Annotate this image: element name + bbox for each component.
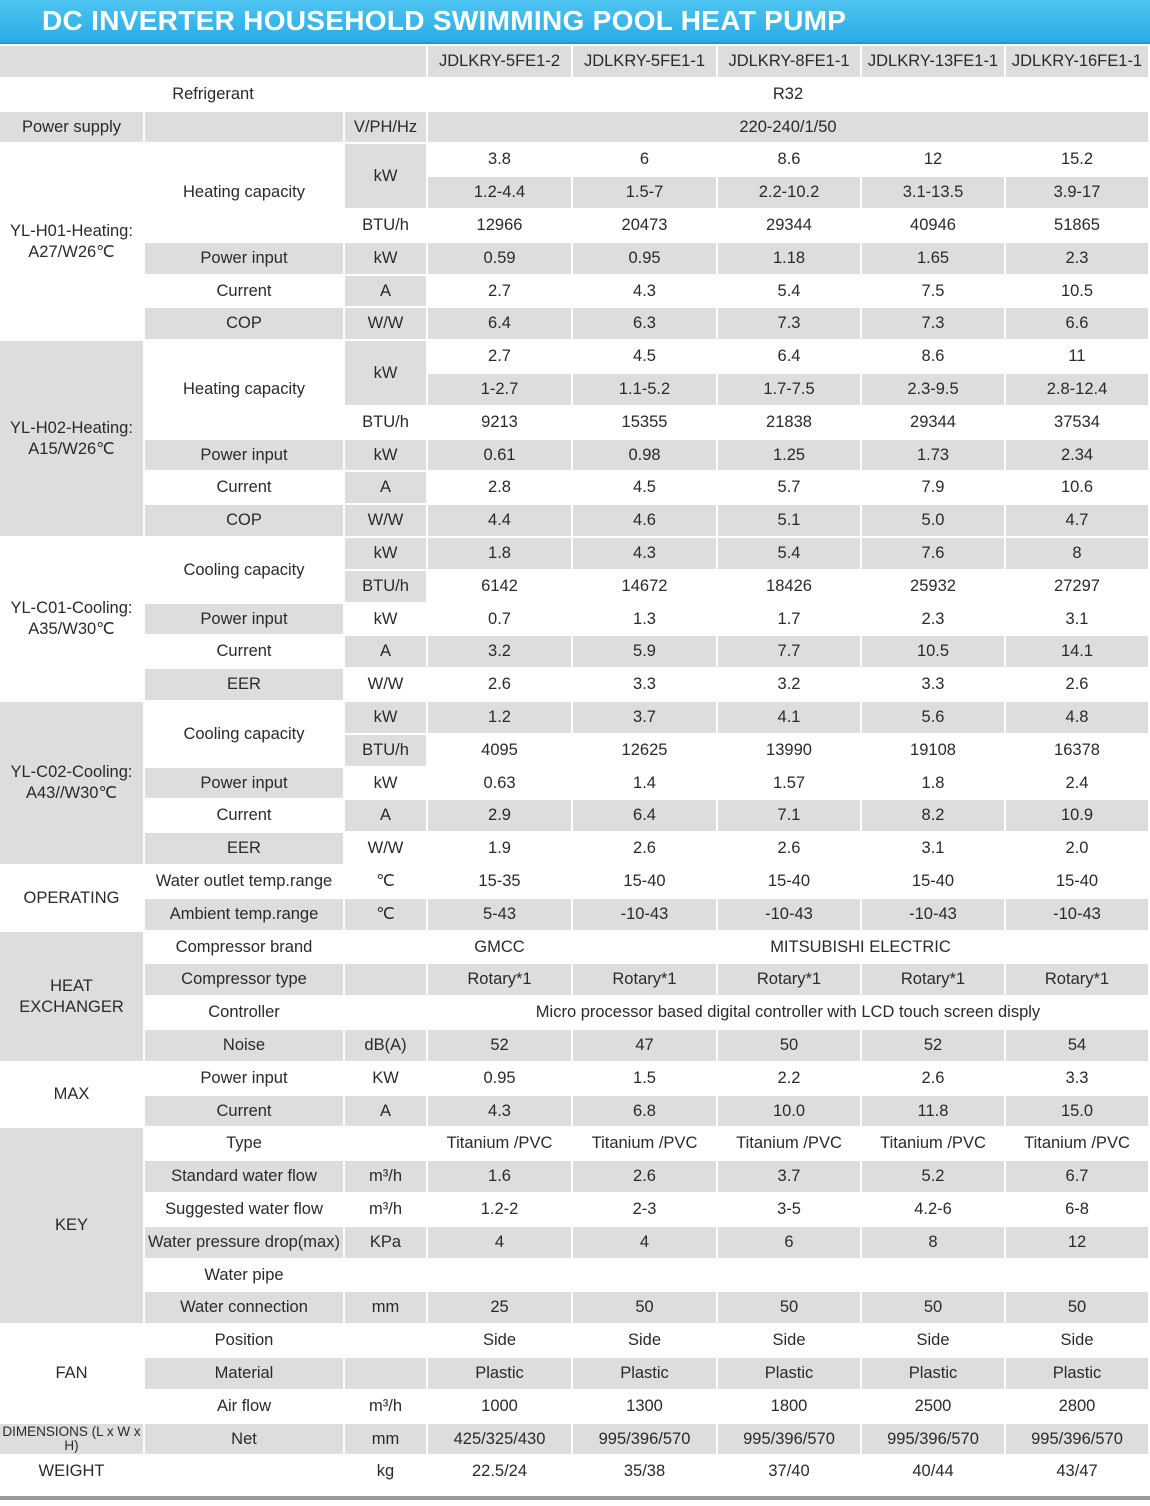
value-cell: -10-43 [573, 899, 716, 930]
value-cell: 2.6 [862, 1063, 1004, 1094]
value-cell: 47 [573, 1030, 716, 1061]
unit-cell: BTU/h [345, 571, 426, 602]
value-cell: 3.3 [1006, 1063, 1148, 1094]
standard-flow-label: Standard water flow [145, 1161, 343, 1192]
value-cell: 2.3 [862, 604, 1004, 634]
value-cell: Plastic [573, 1358, 716, 1389]
value-cell: 4.5 [573, 341, 716, 372]
value-cell: 15-40 [573, 866, 716, 897]
value-cell: 15-35 [428, 866, 571, 897]
suggested-flow-label: Suggested water flow [145, 1194, 343, 1225]
heat-exchanger-group: HEAT EXCHANGER [0, 932, 143, 1061]
max-power-label: Power input [145, 1063, 343, 1094]
value-cell: 8 [1006, 538, 1148, 569]
value-cell: 6.7 [1006, 1161, 1148, 1192]
unit-cell: W/W [345, 505, 426, 536]
bottom-divider [0, 1496, 1150, 1500]
unit-cell: W/W [345, 833, 426, 864]
unit-blank [345, 964, 426, 995]
eer-label: EER [145, 669, 343, 700]
value-cell: 995/396/570 [862, 1424, 1004, 1454]
value-cell: 8.6 [862, 341, 1004, 372]
current-label: Current [145, 472, 343, 503]
value-cell: 995/396/570 [573, 1424, 716, 1454]
value-cell: 2500 [862, 1391, 1004, 1422]
value-cell: 27297 [1006, 571, 1148, 602]
value-cell: 7.6 [862, 538, 1004, 569]
value-cell: 1.73 [862, 440, 1004, 470]
value-cell: 4 [428, 1227, 571, 1258]
value-cell: 2.4 [1006, 768, 1148, 798]
water-connection-label: Water connection [145, 1292, 343, 1323]
value-cell: 8.6 [718, 144, 860, 175]
value-cell: 1800 [718, 1391, 860, 1422]
value-cell: 2.6 [428, 669, 571, 700]
value-cell: 1.5 [573, 1063, 716, 1094]
value-cell: 2.3 [1006, 243, 1148, 274]
value-cell: 0.95 [573, 243, 716, 274]
operating-group: OPERATING [0, 866, 143, 930]
model-header: JDLKRY-8FE1-1 [718, 46, 860, 77]
value-cell: 25 [428, 1292, 571, 1323]
unit-cell: BTU/h [345, 735, 426, 766]
value-cell: Titanium /PVC [428, 1128, 571, 1159]
condition-group: YL-C01-Cooling: A35/W30℃ [0, 538, 143, 700]
value-cell: 4 [573, 1227, 716, 1258]
value-cell: Rotary*1 [573, 964, 716, 995]
value-cell: 6-8 [1006, 1194, 1148, 1225]
value-cell: 10.6 [1006, 472, 1148, 503]
position-label: Position [145, 1325, 343, 1356]
value-cell: 2800 [1006, 1391, 1148, 1422]
value-cell: 4.2-6 [862, 1194, 1004, 1225]
value-cell: Rotary*1 [428, 964, 571, 995]
value-cell: 50 [718, 1292, 860, 1323]
value-cell: 15-40 [718, 866, 860, 897]
power-supply-blank [145, 112, 343, 142]
cooling-capacity-label: Cooling capacity [145, 538, 343, 602]
condition-group: YL-H01-Heating: A27/W26℃ [0, 144, 143, 339]
value-cell: 1.2-4.4 [428, 177, 571, 208]
unit-cell: A [345, 1096, 426, 1126]
value-cell: 1.7 [718, 604, 860, 634]
value-cell: 15-40 [1006, 866, 1148, 897]
value-cell: 1.57 [718, 768, 860, 798]
value-cell: 1.8 [862, 768, 1004, 798]
unit-cell: kW [345, 538, 426, 569]
value-cell: 1.1-5.2 [573, 374, 716, 405]
unit-cell: A [345, 472, 426, 503]
power-input-label: Power input [145, 243, 343, 274]
value-cell: 6.4 [428, 308, 571, 339]
value-cell: 5.0 [862, 505, 1004, 536]
value-cell: 1.4 [573, 768, 716, 798]
value-cell: 11.8 [862, 1096, 1004, 1126]
value-cell: 1.9 [428, 833, 571, 864]
value-cell: 14.1 [1006, 636, 1148, 667]
value-cell: 1.25 [718, 440, 860, 470]
value-cell: Plastic [428, 1358, 571, 1389]
value-cell: 4095 [428, 735, 571, 766]
value-cell: 2.8 [428, 472, 571, 503]
value-cell: 37/40 [718, 1456, 860, 1487]
value-cell: 12625 [573, 735, 716, 766]
value-cell: Side [428, 1325, 571, 1356]
water-pipe-blank [345, 1260, 1148, 1290]
value-cell: 7.3 [862, 308, 1004, 339]
value-cell: 7.3 [718, 308, 860, 339]
value-cell: 0.98 [573, 440, 716, 470]
value-cell: Rotary*1 [718, 964, 860, 995]
unit-cell: A [345, 636, 426, 667]
value-cell: 2-3 [573, 1194, 716, 1225]
value-cell: 7.7 [718, 636, 860, 667]
value-cell: 3.9-17 [1006, 177, 1148, 208]
unit-cell: BTU/h [345, 407, 426, 438]
value-cell: 7.5 [862, 276, 1004, 306]
value-cell: 50 [573, 1292, 716, 1323]
value-cell: 54 [1006, 1030, 1148, 1061]
value-cell: 6 [718, 1227, 860, 1258]
value-cell: 11 [1006, 341, 1148, 372]
unit-cell: kg [345, 1456, 426, 1487]
value-cell: 12966 [428, 210, 571, 241]
value-cell: 3.7 [573, 702, 716, 733]
current-label: Current [145, 636, 343, 667]
value-cell: 1.18 [718, 243, 860, 274]
unit-cell: mm [345, 1292, 426, 1323]
key-group: KEY [0, 1128, 143, 1323]
unit-blank [345, 1325, 426, 1356]
value-cell: Plastic [718, 1358, 860, 1389]
value-cell: 3.2 [718, 669, 860, 700]
value-cell: 3.8 [428, 144, 571, 175]
value-cell: 10.5 [862, 636, 1004, 667]
value-cell: 2.3-9.5 [862, 374, 1004, 405]
water-outlet-label: Water outlet temp.range [145, 866, 343, 897]
value-cell: 51865 [1006, 210, 1148, 241]
unit-cell: kW [345, 144, 426, 208]
value-cell: 4.1 [718, 702, 860, 733]
value-cell: 10.9 [1006, 800, 1148, 831]
value-cell: Titanium /PVC [718, 1128, 860, 1159]
material-label: Material [145, 1358, 343, 1389]
value-cell: 425/325/430 [428, 1424, 571, 1454]
unit-cell: kW [345, 768, 426, 798]
power-supply-unit: V/PH/Hz [345, 112, 426, 142]
value-cell: 35/38 [573, 1456, 716, 1487]
value-cell: 3.2 [428, 636, 571, 667]
value-cell: 2.0 [1006, 833, 1148, 864]
fan-group: FAN [0, 1325, 143, 1422]
value-cell: Side [718, 1325, 860, 1356]
unit-cell: m³/h [345, 1391, 426, 1422]
value-cell: 6.4 [718, 341, 860, 372]
max-current-label: Current [145, 1096, 343, 1126]
value-cell: 7.1 [718, 800, 860, 831]
value-cell: 6.8 [573, 1096, 716, 1126]
compressor-brand-label: Compressor brand [145, 932, 343, 962]
value-cell: 40/44 [862, 1456, 1004, 1487]
water-pipe-label: Water pipe [145, 1260, 343, 1290]
unit-blank [345, 997, 426, 1028]
controller-label: Controller [145, 997, 343, 1028]
type-label: Type [145, 1128, 343, 1159]
value-cell: 4.6 [573, 505, 716, 536]
unit-cell: KW [345, 1063, 426, 1094]
value-cell: 2.7 [428, 341, 571, 372]
value-cell: Titanium /PVC [862, 1128, 1004, 1159]
controller-value: Micro processor based digital controller with LCD touch screen disply [428, 997, 1148, 1028]
value-cell: 5.4 [718, 276, 860, 306]
unit-cell: m³/h [345, 1194, 426, 1225]
power-input-label: Power input [145, 768, 343, 798]
dimensions-group: DIMENSIONS (L x W x H) [0, 1424, 143, 1454]
value-cell: Rotary*1 [1006, 964, 1148, 995]
value-cell: 52 [428, 1030, 571, 1061]
value-cell: 15355 [573, 407, 716, 438]
value-cell: 40946 [862, 210, 1004, 241]
unit-cell: A [345, 276, 426, 306]
value-cell: 37534 [1006, 407, 1148, 438]
value-cell: 1.65 [862, 243, 1004, 274]
unit-cell: ℃ [345, 899, 426, 930]
heating-capacity-label: Heating capacity [145, 341, 343, 438]
eer-label: EER [145, 833, 343, 864]
value-cell: 7.9 [862, 472, 1004, 503]
max-group: MAX [0, 1063, 143, 1126]
value-cell: 14672 [573, 571, 716, 602]
value-cell: 1.5-7 [573, 177, 716, 208]
value-cell: 1.6 [428, 1161, 571, 1192]
value-cell: 3.1 [862, 833, 1004, 864]
cooling-capacity-label: Cooling capacity [145, 702, 343, 766]
value-cell: 6.4 [573, 800, 716, 831]
power-input-label: Power input [145, 604, 343, 634]
value-cell: 10.0 [718, 1096, 860, 1126]
value-cell: 0.63 [428, 768, 571, 798]
compressor-brand-value: MITSUBISHI ELECTRIC [573, 932, 1148, 962]
value-cell: 0.7 [428, 604, 571, 634]
value-cell: 8 [862, 1227, 1004, 1258]
value-cell: 3-5 [718, 1194, 860, 1225]
value-cell: -10-43 [1006, 899, 1148, 930]
value-cell: Plastic [1006, 1358, 1148, 1389]
value-cell: 3.3 [862, 669, 1004, 700]
condition-group: YL-C02-Cooling: A43//W30℃ [0, 702, 143, 864]
value-cell: 1000 [428, 1391, 571, 1422]
value-cell: -10-43 [862, 899, 1004, 930]
unit-cell: m³/h [345, 1161, 426, 1192]
power-supply-value: 220-240/1/50 [428, 112, 1148, 142]
value-cell: 4.3 [428, 1096, 571, 1126]
value-cell: 2.6 [573, 1161, 716, 1192]
value-cell: 0.61 [428, 440, 571, 470]
value-cell: Titanium /PVC [573, 1128, 716, 1159]
value-cell: 5.2 [862, 1161, 1004, 1192]
refrigerant-value: R32 [428, 79, 1148, 110]
value-cell: 3.1-13.5 [862, 177, 1004, 208]
value-cell: Titanium /PVC [1006, 1128, 1148, 1159]
value-cell: 12 [1006, 1227, 1148, 1258]
value-cell: 22.5/24 [428, 1456, 571, 1487]
value-cell: 29344 [862, 407, 1004, 438]
pressure-drop-label: Water pressure drop(max) [145, 1227, 343, 1258]
unit-cell: kW [345, 604, 426, 634]
value-cell: 2.2-10.2 [718, 177, 860, 208]
value-cell: 50 [862, 1292, 1004, 1323]
compressor-brand-value: GMCC [428, 932, 571, 962]
unit-cell: A [345, 800, 426, 831]
value-cell: 1.3 [573, 604, 716, 634]
value-cell: 4.4 [428, 505, 571, 536]
refrigerant-label: Refrigerant [0, 79, 426, 110]
unit-blank [345, 1128, 426, 1159]
value-cell: 1300 [573, 1391, 716, 1422]
unit-blank [345, 932, 426, 962]
heating-capacity-label: Heating capacity [145, 144, 343, 241]
value-cell: 2.2 [718, 1063, 860, 1094]
value-cell: Side [862, 1325, 1004, 1356]
value-cell: 8.2 [862, 800, 1004, 831]
model-header: JDLKRY-16FE1-1 [1006, 46, 1148, 77]
value-cell: 5.7 [718, 472, 860, 503]
unit-cell: W/W [345, 308, 426, 339]
unit-cell: kW [345, 341, 426, 405]
value-cell: 4.8 [1006, 702, 1148, 733]
cop-label: COP [145, 308, 343, 339]
value-cell: 2.7 [428, 276, 571, 306]
value-cell: 6 [573, 144, 716, 175]
value-cell: 2.8-12.4 [1006, 374, 1148, 405]
unit-cell: kW [345, 440, 426, 470]
page-title: DC INVERTER HOUSEHOLD SWIMMING POOL HEAT PUMP [42, 5, 847, 36]
model-header: JDLKRY-5FE1-1 [573, 46, 716, 77]
value-cell: 25932 [862, 571, 1004, 602]
value-cell: 4.5 [573, 472, 716, 503]
value-cell: 4.7 [1006, 505, 1148, 536]
value-cell: 5.1 [718, 505, 860, 536]
current-label: Current [145, 800, 343, 831]
unit-cell: W/W [345, 669, 426, 700]
value-cell: 5.9 [573, 636, 716, 667]
noise-label: Noise [145, 1030, 343, 1061]
net-label: Net [145, 1424, 343, 1454]
value-cell: 6.6 [1006, 308, 1148, 339]
value-cell: 15-40 [862, 866, 1004, 897]
unit-cell: ℃ [345, 866, 426, 897]
value-cell: Side [1006, 1325, 1148, 1356]
value-cell: 12 [862, 144, 1004, 175]
value-cell: 18426 [718, 571, 860, 602]
value-cell: 6.3 [573, 308, 716, 339]
value-cell: 3.3 [573, 669, 716, 700]
value-cell: Side [573, 1325, 716, 1356]
compressor-type-label: Compressor type [145, 964, 343, 995]
power-input-label: Power input [145, 440, 343, 470]
unit-cell: mm [345, 1424, 426, 1454]
value-cell: 52 [862, 1030, 1004, 1061]
value-cell: 995/396/570 [1006, 1424, 1148, 1454]
value-cell: 2.6 [1006, 669, 1148, 700]
unit-cell: BTU/h [345, 210, 426, 241]
value-cell: 16378 [1006, 735, 1148, 766]
value-cell: 4.3 [573, 538, 716, 569]
condition-group: YL-H02-Heating: A15/W26℃ [0, 341, 143, 536]
value-cell: 50 [1006, 1292, 1148, 1323]
current-label: Current [145, 276, 343, 306]
value-cell: 3.7 [718, 1161, 860, 1192]
value-cell: 5.4 [718, 538, 860, 569]
value-cell: 15.2 [1006, 144, 1148, 175]
unit-cell: kW [345, 243, 426, 274]
value-cell: 2.6 [573, 833, 716, 864]
value-cell: 9213 [428, 407, 571, 438]
value-cell: -10-43 [718, 899, 860, 930]
weight-group: WEIGHT [0, 1456, 143, 1487]
value-cell: 5.6 [862, 702, 1004, 733]
value-cell: 4.3 [573, 276, 716, 306]
value-cell: 1.7-7.5 [718, 374, 860, 405]
value-cell: 1.2-2 [428, 1194, 571, 1225]
value-cell: 3.1 [1006, 604, 1148, 634]
value-cell: 43/47 [1006, 1456, 1148, 1487]
model-header: JDLKRY-13FE1-1 [862, 46, 1004, 77]
title-bar [0, 0, 1150, 44]
value-cell: 13990 [718, 735, 860, 766]
unit-cell: kW [345, 702, 426, 733]
model-header: JDLKRY-5FE1-2 [428, 46, 571, 77]
weight-blank [145, 1456, 343, 1487]
unit-cell: dB(A) [345, 1030, 426, 1061]
value-cell: 50 [718, 1030, 860, 1061]
value-cell: 1.2 [428, 702, 571, 733]
value-cell: 6142 [428, 571, 571, 602]
cop-label: COP [145, 505, 343, 536]
value-cell: 0.95 [428, 1063, 571, 1094]
value-cell: 2.6 [718, 833, 860, 864]
value-cell: 1.8 [428, 538, 571, 569]
value-cell: 1-2.7 [428, 374, 571, 405]
ambient-label: Ambient temp.range [145, 899, 343, 930]
value-cell: 5-43 [428, 899, 571, 930]
value-cell: Plastic [862, 1358, 1004, 1389]
value-cell: 29344 [718, 210, 860, 241]
value-cell: 995/396/570 [718, 1424, 860, 1454]
value-cell: 2.9 [428, 800, 571, 831]
value-cell: 15.0 [1006, 1096, 1148, 1126]
unit-blank [345, 1358, 426, 1389]
power-supply-label: Power supply [0, 112, 143, 142]
air-flow-label: Air flow [145, 1391, 343, 1422]
value-cell: 20473 [573, 210, 716, 241]
unit-cell: KPa [345, 1227, 426, 1258]
value-cell: 10.5 [1006, 276, 1148, 306]
value-cell: Rotary*1 [862, 964, 1004, 995]
value-cell: 0.59 [428, 243, 571, 274]
header-blank [0, 46, 426, 77]
value-cell: 21838 [718, 407, 860, 438]
value-cell: 19108 [862, 735, 1004, 766]
value-cell: 2.34 [1006, 440, 1148, 470]
